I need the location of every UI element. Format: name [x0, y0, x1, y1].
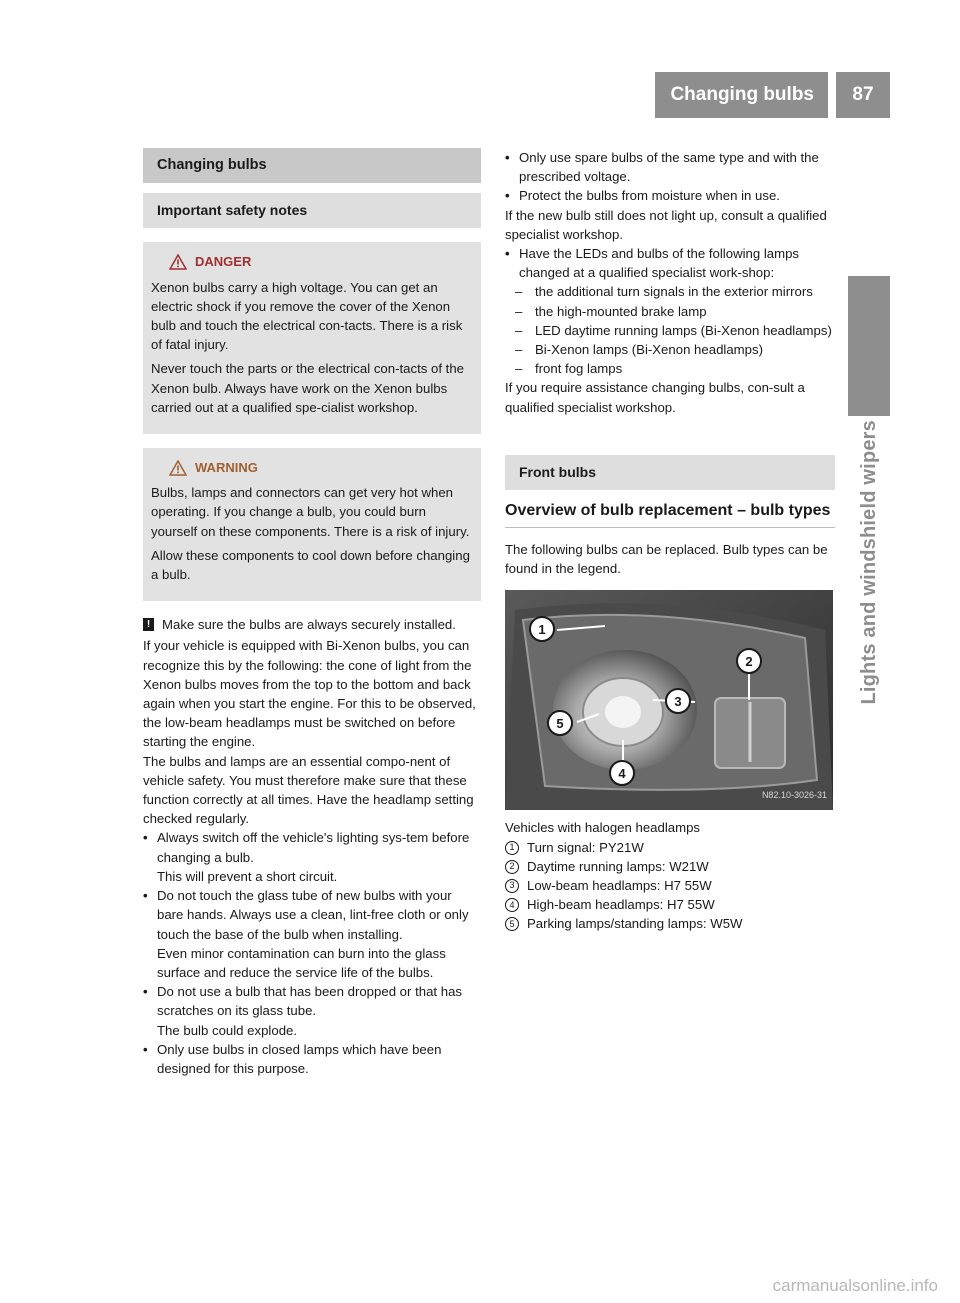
callout-5: 5 — [547, 710, 573, 736]
legend-title: Vehicles with halogen headlamps — [505, 820, 701, 836]
safety-paragraph: The bulbs and lamps are an essential compo-nent of vehicle safety. You must therefore make sure that these function correctly at all times. Have the headlamp setting checked regularly. — [143, 753, 474, 827]
chapter-side-label — [852, 420, 886, 860]
bullet-text: Have the LEDs and bulbs of the following lamps changed at a qualified specialist work-shop: — [519, 246, 800, 281]
exclamation-icon: ! — [143, 618, 154, 631]
dash-item: – the high-mounted brake lamp — [505, 302, 835, 321]
warning-text-2: Allow these components to cool down before changing a bulb. — [151, 547, 470, 583]
bullet-icon: • — [143, 830, 148, 846]
dash-item-text: Bi-Xenon lamps (Bi-Xenon headlamps) — [535, 342, 763, 358]
bullet-text: Only use bulbs in closed lamps which have been designed for this purpose. — [157, 1041, 442, 1076]
chapter-side-label-text: Lights and windshield wipers — [857, 420, 880, 705]
legend-number: 5 — [505, 917, 519, 931]
watermark: carmanualsonline.info — [772, 1276, 938, 1295]
headlamp-figure — [505, 590, 833, 810]
dash-item: – front fog lamps — [505, 359, 835, 378]
legend-item — [505, 895, 835, 914]
bullet-text: Do not use a bulb that has been dropped or that has scratches on its glass tube. — [157, 984, 462, 1019]
warning-notice — [143, 448, 481, 601]
bixenon-paragraph: If your vehicle is equipped with Bi-Xenon bulbs, you can recognize this by the following: the cone of light from the Xenon bulbs moves from the top to the bottom and back again when you start the engine. For this to be observed, the low-beam headlamps must be switched on before starting the engine. — [143, 638, 476, 750]
warning-label: WARNING — [195, 460, 258, 476]
legend-item — [505, 838, 835, 857]
dash-item-text: front fog lamps — [535, 361, 623, 377]
legend-number: 2 — [505, 860, 519, 874]
list-item — [505, 148, 835, 186]
list-item — [143, 828, 481, 886]
legend-number: 1 — [505, 841, 519, 855]
subsection-bar: Important safety notes — [143, 193, 481, 228]
bullet-subtext: Even minor contamination can burn into the glass surface and reduce the service life of the bulbs. — [157, 945, 446, 980]
legend-number: 4 — [505, 898, 519, 912]
legend-item — [505, 857, 835, 876]
bullet-icon: • — [143, 888, 148, 904]
callout-1: 1 — [529, 616, 555, 642]
header-section-title: Changing bulbs — [655, 72, 828, 118]
overview-intro: The following bulbs can be replaced. Bulb types can be found in the legend. — [505, 542, 828, 577]
danger-notice — [143, 242, 481, 434]
warning-heading — [151, 458, 473, 477]
warning-triangle-icon — [169, 254, 187, 270]
bullet-text: Only use spare bulbs of the same type and with the prescribed voltage. — [519, 150, 819, 185]
danger-heading — [151, 252, 473, 271]
dash-item-text: the additional turn signals in the exterior mirrors — [535, 284, 813, 300]
legend-text: Parking lamps/standing lamps: W5W — [527, 916, 743, 932]
dash-item: – LED daytime running lamps (Bi-Xenon headlamps) — [505, 321, 835, 340]
callout-2: 2 — [736, 648, 762, 674]
bullet-text: Protect the bulbs from moisture when in use. — [519, 188, 780, 204]
list-item — [505, 186, 835, 205]
chapter-tab — [848, 276, 890, 416]
bullet-text: Do not touch the glass tube of new bulbs with your bare hands. Always use a clean, lint-free cloth or only touch the base of the bulb when installing. — [157, 888, 469, 942]
dash-item-text: LED daytime running lamps (Bi-Xenon headlamps) — [535, 322, 832, 338]
warning-triangle-icon — [169, 460, 187, 476]
note-paragraph — [143, 615, 481, 634]
contact-paragraph: If the new bulb still does not light up, consult a qualified specialist workshop. — [505, 207, 827, 242]
assist-paragraph: If you require assistance changing bulbs, con-sult a qualified specialist workshop. — [505, 380, 805, 415]
legend-text: Daytime running lamps: W21W — [527, 858, 709, 874]
callout-4: 4 — [609, 760, 635, 786]
callout-3: 3 — [665, 688, 691, 714]
legend-item — [505, 914, 835, 933]
bullet-text: Always switch off the vehicle's lighting sys-tem before changing a bulb. — [157, 830, 470, 865]
warning-text-1: Bulbs, lamps and connectors can get very hot when operating. If you change a bulb, you could burn yourself on these components. There is a risk of injury. — [151, 485, 470, 539]
legend-number: 3 — [505, 879, 519, 893]
note-text: Make sure the bulbs are always securely installed. — [162, 617, 456, 633]
legend-text: High-beam headlamps: H7 55W — [527, 897, 715, 913]
front-bulbs-bar: Front bulbs — [505, 455, 835, 490]
page-number: 87 — [836, 72, 890, 118]
danger-text-2: Never touch the parts or the electrical con-tacts of the Xenon bulb. Always have work on the Xenon bulbs carried out at a qualified spe-cialist workshop. — [151, 361, 464, 415]
dash-item: – Bi-Xenon lamps (Bi-Xenon headlamps) — [505, 340, 835, 359]
bullet-subtext: This will prevent a short circuit. — [157, 868, 338, 884]
figure-code: N82.10-3026-31 — [761, 790, 827, 801]
bullet-icon: • — [505, 246, 510, 262]
bullet-icon: • — [505, 188, 510, 204]
legend-item — [505, 876, 835, 895]
bullet-icon: • — [505, 150, 510, 165]
dash-item-text: the high-mounted brake lamp — [535, 303, 707, 319]
right-column — [505, 148, 835, 934]
left-column — [143, 148, 481, 1078]
list-item — [143, 1040, 481, 1078]
list-item — [143, 982, 481, 1040]
legend-text: Low-beam headlamps: H7 55W — [527, 878, 712, 894]
section-bar: Changing bulbs — [143, 148, 481, 183]
bullet-icon: • — [143, 1041, 148, 1057]
list-item — [505, 244, 835, 282]
legend-text: Turn signal: PY21W — [527, 839, 644, 855]
danger-label: DANGER — [195, 254, 252, 270]
dash-item: – the additional turn signals in the exterior mirrors — [505, 282, 835, 301]
list-item — [143, 886, 481, 982]
overview-title: Overview of bulb replacement – bulb types — [505, 500, 835, 528]
danger-text-1: Xenon bulbs carry a high voltage. You can get an electric shock if you remove the cover of the Xenon bulb and touch the electrical con-tacts. There is a risk of fatal injury. — [151, 279, 463, 353]
bullet-icon: • — [143, 984, 148, 1000]
bullet-subtext: The bulb could explode. — [157, 1022, 298, 1038]
